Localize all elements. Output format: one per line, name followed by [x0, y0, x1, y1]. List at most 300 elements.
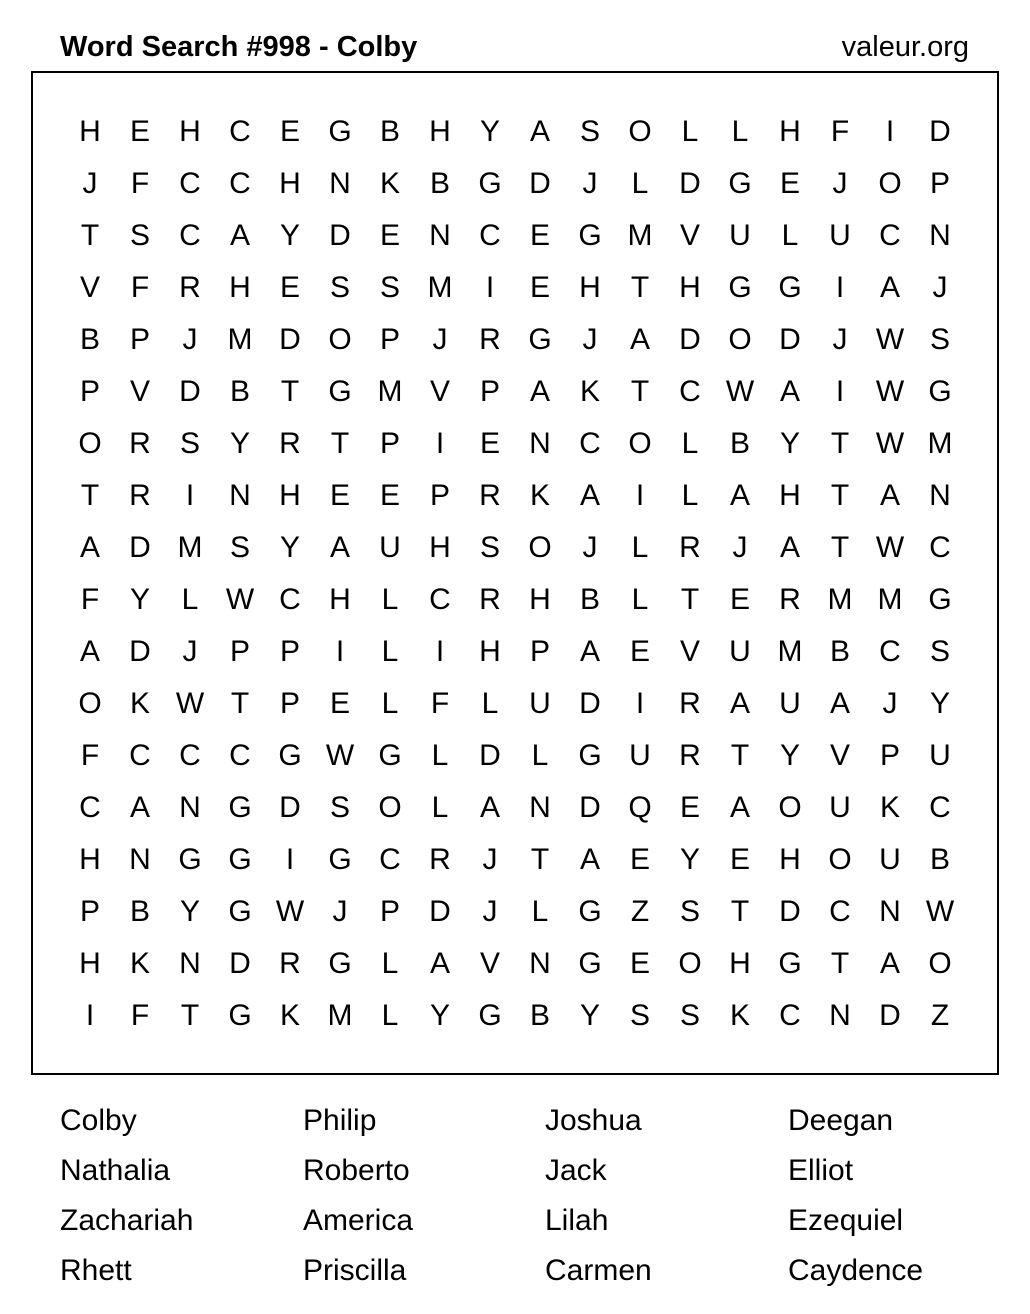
grid-cell[interactable]: P: [279, 635, 300, 668]
grid-cell[interactable]: S: [379, 271, 400, 304]
grid-cell[interactable]: E: [379, 219, 400, 252]
grid-cell[interactable]: J: [832, 167, 848, 200]
grid-cell[interactable]: E: [329, 479, 350, 512]
grid-cell[interactable]: G: [528, 323, 552, 356]
grid-cell[interactable]: F: [130, 271, 150, 304]
grid-cell[interactable]: V: [129, 375, 150, 408]
grid-cell[interactable]: S: [929, 635, 950, 668]
grid-cell[interactable]: L: [531, 895, 549, 928]
grid-cell[interactable]: Y: [579, 999, 600, 1032]
grid-cell[interactable]: P: [79, 895, 100, 928]
grid-cell[interactable]: S: [479, 531, 500, 564]
grid-cell[interactable]: A: [229, 219, 250, 252]
grid-cell[interactable]: W: [325, 739, 355, 772]
grid-cell[interactable]: M: [177, 531, 203, 564]
grid-cell[interactable]: N: [129, 843, 151, 876]
grid-cell[interactable]: G: [578, 219, 602, 252]
grid-cell[interactable]: M: [427, 271, 453, 304]
grid-cell[interactable]: I: [85, 999, 95, 1032]
grid-cell[interactable]: K: [379, 167, 400, 200]
grid-cell[interactable]: B: [429, 167, 450, 200]
grid-cell[interactable]: P: [279, 687, 300, 720]
grid-cell[interactable]: B: [579, 583, 600, 616]
grid-cell[interactable]: P: [379, 427, 400, 460]
grid-cell[interactable]: U: [729, 635, 751, 668]
grid-cell[interactable]: I: [435, 427, 445, 460]
grid-cell[interactable]: V: [679, 635, 700, 668]
grid-cell[interactable]: A: [729, 791, 750, 824]
grid-cell[interactable]: F: [830, 115, 850, 148]
grid-cell[interactable]: N: [529, 947, 551, 980]
grid-cell[interactable]: A: [729, 479, 750, 512]
grid-cell[interactable]: G: [178, 843, 202, 876]
grid-cell[interactable]: J: [482, 895, 498, 928]
grid-cell[interactable]: N: [179, 947, 201, 980]
grid-cell[interactable]: D: [329, 219, 351, 252]
grid-cell[interactable]: J: [432, 323, 448, 356]
grid-cell[interactable]: C: [929, 791, 951, 824]
grid-cell[interactable]: N: [929, 479, 951, 512]
grid-cell[interactable]: H: [279, 167, 301, 200]
grid-cell[interactable]: Y: [929, 687, 950, 720]
grid-cell[interactable]: R: [129, 479, 151, 512]
grid-cell[interactable]: I: [635, 479, 645, 512]
grid-cell[interactable]: G: [328, 843, 352, 876]
grid-cell[interactable]: Y: [679, 843, 700, 876]
grid-cell[interactable]: W: [925, 895, 955, 928]
grid-cell[interactable]: K: [129, 947, 150, 980]
grid-cell[interactable]: K: [729, 999, 750, 1032]
grid-cell[interactable]: R: [429, 843, 451, 876]
grid-cell[interactable]: O: [678, 947, 702, 980]
grid-cell[interactable]: R: [279, 427, 301, 460]
grid-cell[interactable]: Y: [779, 739, 800, 772]
grid-cell[interactable]: W: [875, 427, 905, 460]
grid-cell[interactable]: G: [578, 947, 602, 980]
grid-cell[interactable]: P: [379, 895, 400, 928]
grid-cell[interactable]: E: [479, 427, 500, 460]
grid-cell[interactable]: A: [529, 375, 550, 408]
grid-cell[interactable]: G: [728, 167, 752, 200]
grid-cell[interactable]: G: [228, 843, 252, 876]
grid-cell[interactable]: C: [179, 739, 201, 772]
grid-cell[interactable]: I: [885, 115, 895, 148]
grid-cell[interactable]: G: [328, 375, 352, 408]
grid-cell[interactable]: V: [429, 375, 450, 408]
grid-cell[interactable]: C: [179, 219, 201, 252]
grid-cell[interactable]: P: [79, 375, 100, 408]
grid-cell[interactable]: F: [130, 167, 150, 200]
grid-cell[interactable]: J: [882, 687, 898, 720]
grid-cell[interactable]: B: [929, 843, 950, 876]
grid-cell[interactable]: L: [381, 635, 399, 668]
grid-cell[interactable]: J: [182, 635, 198, 668]
grid-cell[interactable]: N: [529, 427, 551, 460]
grid-cell[interactable]: R: [679, 687, 701, 720]
grid-cell[interactable]: P: [229, 635, 250, 668]
grid-cell[interactable]: S: [679, 999, 700, 1032]
grid-cell[interactable]: T: [330, 427, 350, 460]
grid-cell[interactable]: C: [679, 375, 701, 408]
grid-cell[interactable]: J: [582, 323, 598, 356]
grid-cell[interactable]: M: [327, 999, 353, 1032]
grid-cell[interactable]: L: [531, 739, 549, 772]
grid-cell[interactable]: H: [729, 947, 751, 980]
grid-cell[interactable]: P: [429, 479, 450, 512]
grid-cell[interactable]: I: [335, 635, 345, 668]
grid-cell[interactable]: M: [877, 583, 903, 616]
grid-cell[interactable]: F: [130, 999, 150, 1032]
grid-cell[interactable]: T: [630, 375, 650, 408]
grid-cell[interactable]: N: [329, 167, 351, 200]
grid-cell[interactable]: W: [875, 531, 905, 564]
grid-cell[interactable]: B: [79, 323, 100, 356]
grid-cell[interactable]: H: [479, 635, 501, 668]
grid-cell[interactable]: J: [182, 323, 198, 356]
grid-cell[interactable]: A: [479, 791, 500, 824]
grid-cell[interactable]: O: [78, 427, 102, 460]
grid-cell[interactable]: T: [280, 375, 300, 408]
grid-cell[interactable]: Y: [479, 115, 500, 148]
grid-cell[interactable]: A: [579, 479, 600, 512]
grid-cell[interactable]: D: [429, 895, 451, 928]
grid-cell[interactable]: A: [79, 635, 100, 668]
grid-cell[interactable]: H: [79, 947, 101, 980]
grid-cell[interactable]: D: [229, 947, 251, 980]
grid-cell[interactable]: F: [80, 583, 100, 616]
grid-cell[interactable]: L: [181, 583, 199, 616]
grid-cell[interactable]: A: [879, 479, 900, 512]
grid-cell[interactable]: G: [228, 999, 252, 1032]
grid-cell[interactable]: A: [829, 687, 850, 720]
grid-cell[interactable]: O: [828, 843, 852, 876]
grid-cell[interactable]: E: [679, 791, 700, 824]
grid-cell[interactable]: M: [377, 375, 403, 408]
grid-cell[interactable]: T: [230, 687, 250, 720]
grid-cell[interactable]: G: [578, 739, 602, 772]
grid-cell[interactable]: J: [82, 167, 98, 200]
grid-cell[interactable]: I: [835, 375, 845, 408]
grid-cell[interactable]: V: [79, 271, 100, 304]
grid-cell[interactable]: U: [879, 843, 901, 876]
grid-cell[interactable]: D: [879, 999, 901, 1032]
grid-cell[interactable]: L: [631, 583, 649, 616]
grid-cell[interactable]: R: [179, 271, 201, 304]
grid-cell[interactable]: K: [129, 687, 150, 720]
grid-cell[interactable]: Z: [930, 999, 950, 1032]
grid-cell[interactable]: E: [629, 635, 650, 668]
grid-cell[interactable]: L: [481, 687, 499, 720]
grid-cell[interactable]: G: [778, 947, 802, 980]
grid-cell[interactable]: K: [579, 375, 600, 408]
grid-cell[interactable]: D: [779, 323, 801, 356]
grid-cell[interactable]: A: [79, 531, 100, 564]
grid-cell[interactable]: B: [379, 115, 400, 148]
grid-cell[interactable]: J: [332, 895, 348, 928]
grid-cell[interactable]: U: [779, 687, 801, 720]
grid-cell[interactable]: B: [229, 375, 250, 408]
grid-cell[interactable]: O: [78, 687, 102, 720]
grid-cell[interactable]: A: [329, 531, 350, 564]
grid-cell[interactable]: W: [175, 687, 205, 720]
grid-cell[interactable]: N: [179, 791, 201, 824]
grid-cell[interactable]: D: [279, 323, 301, 356]
grid-cell[interactable]: G: [328, 115, 352, 148]
grid-cell[interactable]: O: [728, 323, 752, 356]
grid-cell[interactable]: W: [875, 323, 905, 356]
grid-cell[interactable]: L: [631, 531, 649, 564]
grid-cell[interactable]: D: [679, 167, 701, 200]
grid-cell[interactable]: R: [479, 479, 501, 512]
grid-cell[interactable]: L: [681, 115, 699, 148]
grid-cell[interactable]: R: [279, 947, 301, 980]
grid-cell[interactable]: L: [381, 583, 399, 616]
grid-cell[interactable]: E: [729, 583, 750, 616]
grid-cell[interactable]: G: [928, 583, 952, 616]
grid-cell[interactable]: O: [628, 427, 652, 460]
grid-cell[interactable]: S: [129, 219, 150, 252]
grid-cell[interactable]: C: [829, 895, 851, 928]
grid-cell[interactable]: A: [129, 791, 150, 824]
grid-cell[interactable]: N: [929, 219, 951, 252]
grid-cell[interactable]: K: [879, 791, 900, 824]
grid-cell[interactable]: G: [728, 271, 752, 304]
grid-cell[interactable]: D: [779, 895, 801, 928]
grid-cell[interactable]: H: [779, 479, 801, 512]
grid-cell[interactable]: D: [929, 115, 951, 148]
grid-cell[interactable]: E: [379, 479, 400, 512]
grid-cell[interactable]: U: [379, 531, 401, 564]
grid-cell[interactable]: C: [279, 583, 301, 616]
grid-cell[interactable]: C: [229, 739, 251, 772]
grid-cell[interactable]: C: [129, 739, 151, 772]
grid-cell[interactable]: C: [479, 219, 501, 252]
grid-cell[interactable]: M: [627, 219, 653, 252]
grid-cell[interactable]: W: [275, 895, 305, 928]
grid-cell[interactable]: R: [479, 583, 501, 616]
grid-cell[interactable]: V: [829, 739, 850, 772]
grid-cell[interactable]: T: [830, 479, 850, 512]
grid-cell[interactable]: E: [529, 271, 550, 304]
grid-cell[interactable]: C: [879, 219, 901, 252]
grid-cell[interactable]: D: [579, 687, 601, 720]
grid-cell[interactable]: P: [529, 635, 550, 668]
grid-cell[interactable]: A: [429, 947, 450, 980]
grid-cell[interactable]: P: [929, 167, 950, 200]
grid-cell[interactable]: C: [179, 167, 201, 200]
grid-cell[interactable]: H: [179, 115, 201, 148]
grid-cell[interactable]: S: [179, 427, 200, 460]
grid-cell[interactable]: S: [579, 115, 600, 148]
grid-cell[interactable]: O: [778, 791, 802, 824]
grid-cell[interactable]: V: [479, 947, 500, 980]
grid-cell[interactable]: G: [578, 895, 602, 928]
grid-cell[interactable]: R: [779, 583, 801, 616]
grid-cell[interactable]: E: [629, 843, 650, 876]
grid-cell[interactable]: D: [129, 635, 151, 668]
grid-cell[interactable]: H: [779, 843, 801, 876]
grid-cell[interactable]: A: [779, 531, 800, 564]
grid-cell[interactable]: I: [435, 635, 445, 668]
grid-cell[interactable]: J: [832, 323, 848, 356]
grid-cell[interactable]: S: [229, 531, 250, 564]
grid-cell[interactable]: H: [779, 115, 801, 148]
grid-cell[interactable]: P: [129, 323, 150, 356]
grid-cell[interactable]: E: [129, 115, 150, 148]
grid-cell[interactable]: T: [180, 999, 200, 1032]
grid-cell[interactable]: I: [185, 479, 195, 512]
grid-cell[interactable]: W: [875, 375, 905, 408]
grid-cell[interactable]: W: [225, 583, 255, 616]
grid-cell[interactable]: I: [485, 271, 495, 304]
grid-cell[interactable]: L: [381, 947, 399, 980]
grid-cell[interactable]: C: [779, 999, 801, 1032]
grid-cell[interactable]: N: [879, 895, 901, 928]
grid-cell[interactable]: N: [829, 999, 851, 1032]
grid-cell[interactable]: O: [378, 791, 402, 824]
grid-cell[interactable]: L: [731, 115, 749, 148]
grid-cell[interactable]: T: [830, 427, 850, 460]
grid-cell[interactable]: D: [129, 531, 151, 564]
grid-cell[interactable]: P: [879, 739, 900, 772]
grid-cell[interactable]: M: [777, 635, 803, 668]
grid-cell[interactable]: K: [279, 999, 300, 1032]
grid-cell[interactable]: Y: [779, 427, 800, 460]
grid-cell[interactable]: J: [732, 531, 748, 564]
grid-cell[interactable]: D: [529, 167, 551, 200]
grid-cell[interactable]: G: [228, 895, 252, 928]
grid-cell[interactable]: M: [827, 583, 853, 616]
grid-cell[interactable]: E: [329, 687, 350, 720]
grid-cell[interactable]: D: [579, 791, 601, 824]
grid-cell[interactable]: W: [725, 375, 755, 408]
grid-cell[interactable]: A: [779, 375, 800, 408]
grid-cell[interactable]: N: [529, 791, 551, 824]
grid-cell[interactable]: T: [680, 583, 700, 616]
grid-cell[interactable]: U: [829, 791, 851, 824]
grid-cell[interactable]: J: [582, 167, 598, 200]
grid-cell[interactable]: I: [285, 843, 295, 876]
grid-cell[interactable]: L: [381, 687, 399, 720]
grid-cell[interactable]: S: [329, 271, 350, 304]
grid-cell[interactable]: G: [478, 999, 502, 1032]
grid-cell[interactable]: C: [929, 531, 951, 564]
grid-cell[interactable]: Y: [429, 999, 450, 1032]
grid-cell[interactable]: H: [579, 271, 601, 304]
grid-cell[interactable]: G: [378, 739, 402, 772]
grid-cell[interactable]: D: [279, 791, 301, 824]
grid-cell[interactable]: R: [679, 531, 701, 564]
grid-cell[interactable]: P: [379, 323, 400, 356]
grid-cell[interactable]: A: [629, 323, 650, 356]
grid-cell[interactable]: G: [328, 947, 352, 980]
grid-cell[interactable]: C: [229, 167, 251, 200]
grid-cell[interactable]: S: [629, 999, 650, 1032]
grid-cell[interactable]: A: [579, 635, 600, 668]
grid-cell[interactable]: T: [830, 531, 850, 564]
grid-cell[interactable]: N: [429, 219, 451, 252]
grid-cell[interactable]: Y: [279, 531, 300, 564]
grid-cell[interactable]: G: [478, 167, 502, 200]
grid-cell[interactable]: V: [679, 219, 700, 252]
grid-cell[interactable]: B: [529, 999, 550, 1032]
grid-cell[interactable]: J: [482, 843, 498, 876]
grid-cell[interactable]: O: [878, 167, 902, 200]
grid-cell[interactable]: T: [80, 479, 100, 512]
grid-cell[interactable]: S: [679, 895, 700, 928]
grid-cell[interactable]: H: [79, 115, 101, 148]
grid-cell[interactable]: U: [629, 739, 651, 772]
grid-cell[interactable]: Z: [630, 895, 650, 928]
grid-cell[interactable]: D: [679, 323, 701, 356]
grid-cell[interactable]: U: [929, 739, 951, 772]
grid-cell[interactable]: I: [635, 687, 645, 720]
grid-cell[interactable]: Y: [229, 427, 250, 460]
grid-cell[interactable]: E: [779, 167, 800, 200]
grid-cell[interactable]: E: [279, 271, 300, 304]
grid-cell[interactable]: B: [129, 895, 150, 928]
grid-cell[interactable]: S: [929, 323, 950, 356]
grid-cell[interactable]: C: [229, 115, 251, 148]
grid-cell[interactable]: E: [729, 843, 750, 876]
grid-cell[interactable]: L: [681, 479, 699, 512]
grid-cell[interactable]: F: [430, 687, 450, 720]
grid-cell[interactable]: G: [278, 739, 302, 772]
grid-cell[interactable]: O: [528, 531, 552, 564]
grid-cell[interactable]: A: [879, 271, 900, 304]
grid-cell[interactable]: U: [529, 687, 551, 720]
grid-cell[interactable]: T: [730, 739, 750, 772]
grid-cell[interactable]: O: [928, 947, 952, 980]
grid-cell[interactable]: T: [630, 271, 650, 304]
grid-cell[interactable]: A: [579, 843, 600, 876]
grid-cell[interactable]: C: [429, 583, 451, 616]
grid-cell[interactable]: G: [778, 271, 802, 304]
grid-cell[interactable]: C: [879, 635, 901, 668]
grid-cell[interactable]: P: [479, 375, 500, 408]
grid-cell[interactable]: Y: [129, 583, 150, 616]
grid-cell[interactable]: A: [879, 947, 900, 980]
grid-cell[interactable]: H: [679, 271, 701, 304]
grid-cell[interactable]: K: [529, 479, 550, 512]
grid-cell[interactable]: Y: [179, 895, 200, 928]
grid-cell[interactable]: D: [179, 375, 201, 408]
grid-cell[interactable]: B: [829, 635, 850, 668]
grid-cell[interactable]: A: [529, 115, 550, 148]
grid-cell[interactable]: R: [679, 739, 701, 772]
grid-cell[interactable]: A: [729, 687, 750, 720]
grid-cell[interactable]: H: [279, 479, 301, 512]
grid-cell[interactable]: C: [579, 427, 601, 460]
grid-cell[interactable]: Q: [628, 791, 652, 824]
grid-cell[interactable]: U: [729, 219, 751, 252]
grid-cell[interactable]: J: [582, 531, 598, 564]
grid-cell[interactable]: J: [932, 271, 948, 304]
grid-cell[interactable]: I: [835, 271, 845, 304]
grid-cell[interactable]: H: [229, 271, 251, 304]
grid-cell[interactable]: L: [681, 427, 699, 460]
grid-cell[interactable]: M: [227, 323, 253, 356]
grid-cell[interactable]: E: [529, 219, 550, 252]
grid-cell[interactable]: O: [328, 323, 352, 356]
grid-cell[interactable]: E: [629, 947, 650, 980]
grid-cell[interactable]: H: [329, 583, 351, 616]
grid-cell[interactable]: H: [429, 115, 451, 148]
grid-cell[interactable]: G: [228, 791, 252, 824]
grid-cell[interactable]: R: [129, 427, 151, 460]
grid-cell[interactable]: C: [379, 843, 401, 876]
grid-cell[interactable]: H: [79, 843, 101, 876]
